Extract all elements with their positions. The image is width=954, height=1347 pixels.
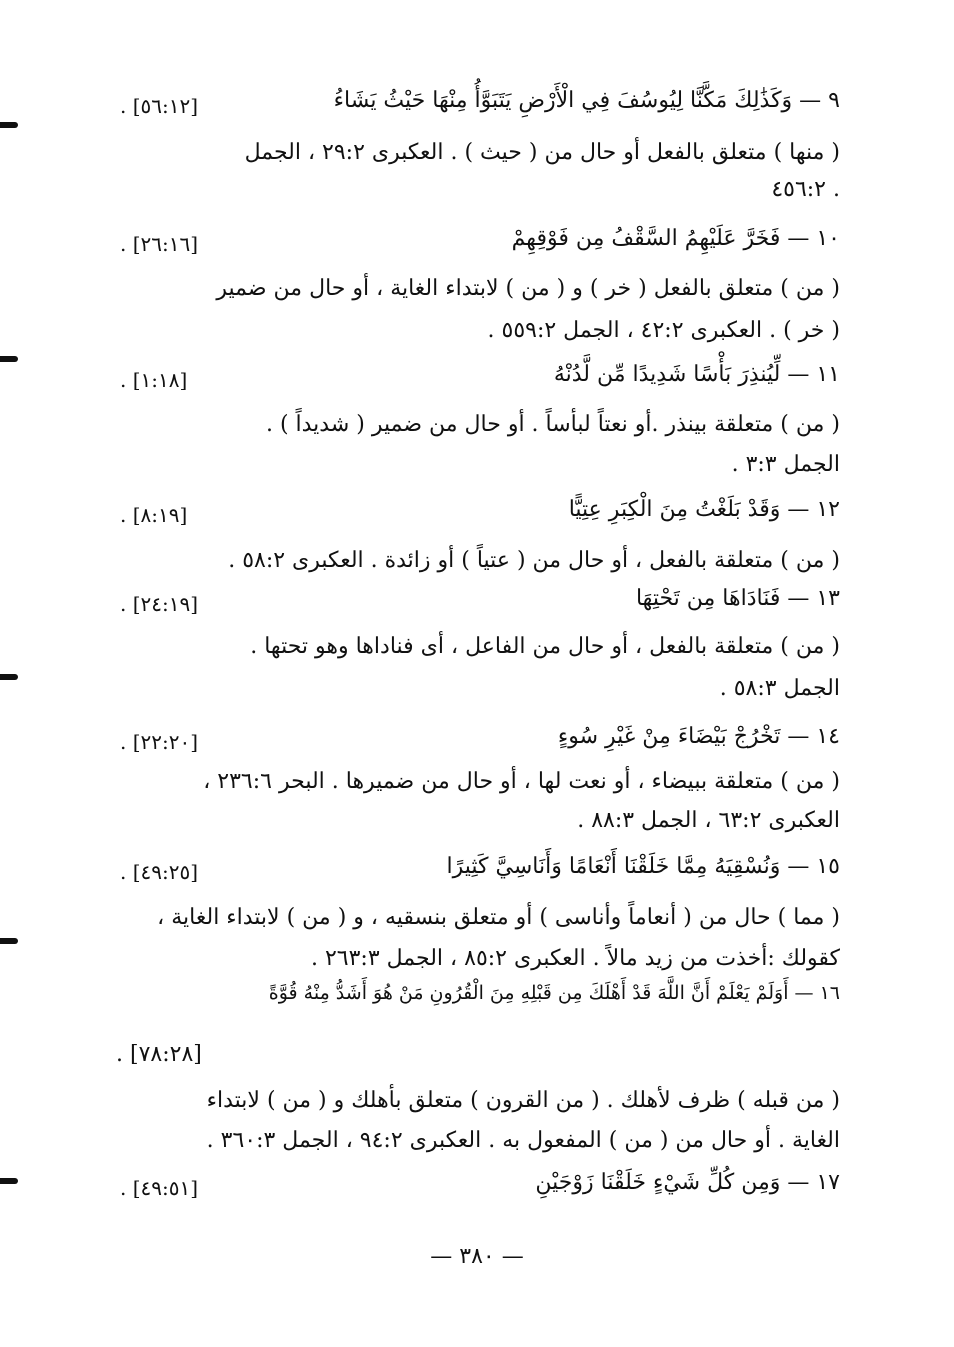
verse-reference: [١:١٨] . — [120, 368, 188, 392]
verse-reference: [٨:١٩] . — [120, 503, 188, 527]
commentary-line: ( من ) متعلقة ببيضاء ، أو نعت لها ، أو حال من ضميرها . البحر ٢٣٦:٦ ، — [203, 769, 840, 794]
commentary-line: الجمل ٥٨:٣ . — [719, 676, 840, 701]
verse-text: ١١ — لِّيُنذِرَ بَأْسًا شَدِيدًا مِّن لَّدُنْهُ — [553, 362, 840, 387]
verse-line — [110, 586, 840, 620]
scan-edge-mark — [0, 1178, 18, 1184]
commentary-line: الغاية . أو حال من ( من ) المفعول به . العكبرى ٩٤:٢ ، الجمل ٣٦٠:٣ . — [206, 1128, 840, 1153]
commentary-line: ( خر ) . العكبرى ٤٢:٢ ، الجمل ٥٥٩:٢ . — [487, 318, 840, 343]
verse-text: ١٤ — تَخْرُجْ بَيْضَاءَ مِنْ غَيْرِ سُوءٍ — [557, 724, 840, 749]
commentary-line: . ٤٥٦:٢ — [771, 177, 840, 202]
verse-text: ١٦ — أَوَلَمْ يَعْلَمْ أَنَّ اللَّهَ قَدْ أَهْلَكَ مِن قَبْلِهِ مِنَ الْقُرُونِ مَنْ هُوَ أَشَدُّ مِنْهُ قُوَّةً — [268, 982, 840, 1004]
verse-reference: [٢٦:١٦] . — [120, 232, 199, 256]
scan-edge-mark — [0, 938, 18, 944]
commentary-line: ( منها ) متعلق بالفعل أو حال من ( حيث ) . العكبرى ٢٩:٢ ، الجمل — [244, 140, 840, 165]
verse-line — [110, 88, 840, 122]
verse-line — [110, 497, 840, 531]
verse-reference: [٢٢:٢٠] . — [120, 730, 199, 754]
commentary-line: ( مما ) حال من ( أنعاماً وأناسى ) أو متعلق بنسقيه ، و ( من ) لابتداء الغاية ، — [157, 905, 840, 930]
commentary-line: العكبرى ٦٣:٢ ، الجمل ٨٨:٣ . — [577, 808, 840, 833]
commentary-line: كقولك :أخذت من زيد مالاً . العكبرى ٨٥:٢ ، الجمل ٢٦٣:٣ . — [310, 946, 840, 971]
commentary-line: ( من ) متعلقة بينذر .أو نعتاً لبأساً . أو حال من ضمير ( شديداً ) . — [265, 412, 840, 437]
commentary-line: ( من ) متعلقة بالفعل ، أو حال من الفاعل ، أى فناداها وهو تحتها . — [250, 634, 840, 659]
verse-reference-line — [110, 1040, 846, 1070]
verse-reference: [٥٦:١٢] . — [120, 94, 199, 118]
verse-line — [110, 724, 840, 758]
scan-edge-mark — [0, 674, 18, 680]
verse-text: ١٢ — وَقَدْ بَلَغْتُ مِنَ الْكِبَرِ عِتِيًّا — [568, 497, 840, 522]
verse-reference: [٢٤:١٩] . — [120, 592, 199, 616]
verse-line — [110, 854, 840, 888]
scan-edge-mark — [0, 122, 18, 128]
verse-line — [110, 226, 840, 260]
verse-reference: [٤٩:٥١] . — [120, 1176, 199, 1200]
page-number: — ٣٨٠ — — [430, 1244, 524, 1269]
commentary-line: ( من قبله ) ظرف لأهلك . ( من القرون ) متعلق بأهلك و ( من ) لابتداء — [206, 1088, 840, 1113]
verse-text: ١٥ — وَنُسْقِيَهُ مِمَّا خَلَقْنَا أَنْعَامًا وَأَنَاسِيَّ كَثِيرًا — [446, 854, 840, 879]
commentary-line: ( من ) متعلق بالفعل ( خر ) و ( من ) لابتداء الغاية ، أو حال من ضمير — [216, 276, 840, 301]
verse-line — [110, 362, 840, 396]
verse-text: ١٠ — فَخَرَّ عَلَيْهِمُ السَّقْفُ مِن فَوْقِهِمْ — [511, 226, 840, 251]
verse-line — [110, 1170, 840, 1204]
verse-line — [110, 982, 840, 1016]
verse-reference: [٧٨:٢٨] . — [116, 1042, 202, 1067]
verse-reference: [٤٩:٢٥] . — [120, 860, 199, 884]
commentary-line: الجمل ٣:٣ . — [731, 452, 840, 477]
verse-text: ١٣ — فَنَادَاهَا مِن تَحْتِهَا — [635, 586, 840, 611]
commentary-line: ( من ) متعلقة بالفعل ، أو حال من ( عتياً ) أو زائدة . العكبرى ٥٨:٢ . — [228, 548, 840, 573]
verse-text: ٩ — وَكَذَٰلِكَ مَكَّنَّا لِيُوسُفَ فِي الْأَرْضِ يَتَبَوَّأُ مِنْهَا حَيْثُ يَشَاءُ — [333, 88, 840, 113]
scan-edge-mark — [0, 356, 18, 362]
verse-text: ١٧ — وَمِن كُلِّ شَيْءٍ خَلَقْنَا زَوْجَيْنِ — [535, 1170, 840, 1195]
